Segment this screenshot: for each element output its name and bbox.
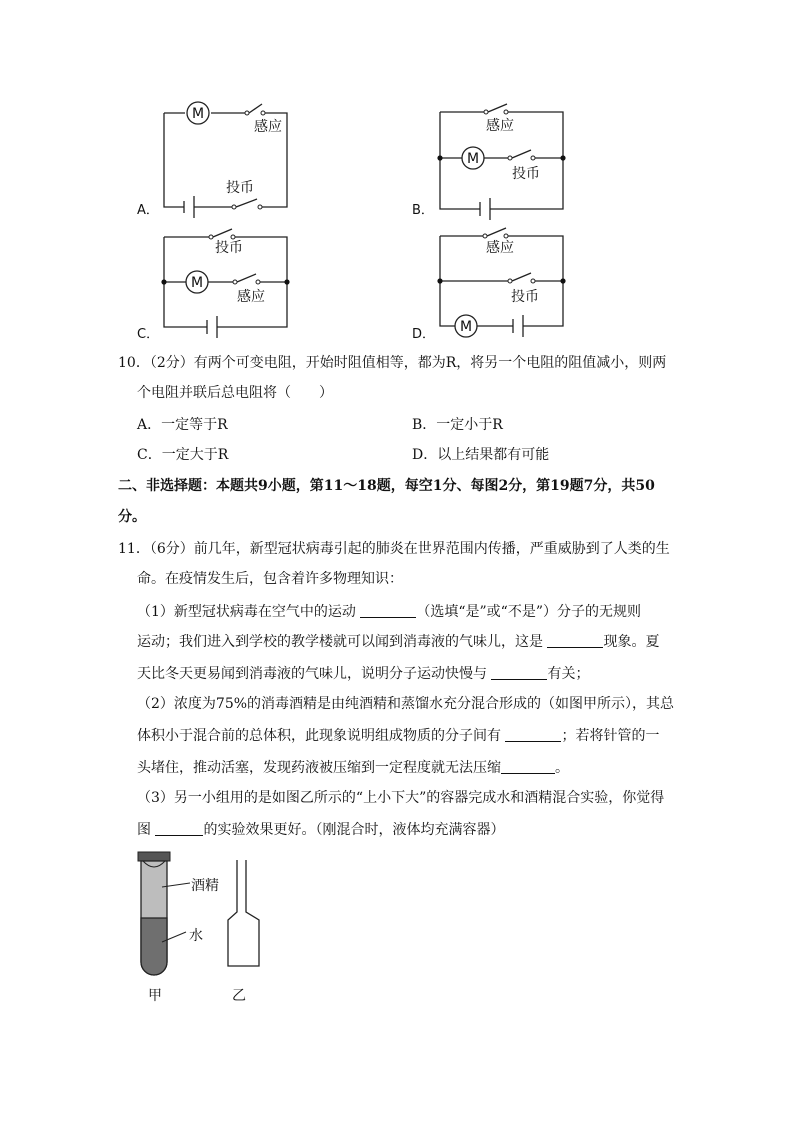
q11-stem-line-2: 命。在疫情发生后，包含着许多物理知识： <box>137 571 403 587</box>
q10-option-d[interactable]: D．以上结果都有可能 <box>412 447 550 463</box>
q11-part2-line-2 <box>137 727 659 744</box>
q11-part1-text-a: （1）新型冠状病毒在空气中的运动 <box>137 604 361 620</box>
q11-part1-text-d: 现象。夏 <box>603 634 660 650</box>
q11-part1-text-f: 有关； <box>547 666 590 682</box>
motor-label-c: M <box>190 275 204 291</box>
q11-part1-line-2 <box>137 633 659 650</box>
answer-blank-3[interactable] <box>491 665 547 680</box>
option-b-label: B． <box>412 203 434 218</box>
q10-option-a[interactable]: A．一定等于R <box>137 417 228 433</box>
q11-part1-line-3 <box>137 665 589 682</box>
figure-yi-label: 乙 <box>232 988 246 1004</box>
q11-part3-line-1: （3）另一小组用的是如图乙所示的“上小下大”的容器完成水和酒精混合实验，你觉得 <box>137 790 665 806</box>
q11-part2-text-d: 头堵住，推动活塞，发现药液被压缩到一定程度就无法压缩 <box>137 760 501 776</box>
q11-part1-text-c: 运动；我们进入到学校的教学楼就可以闻到消毒液的气味儿，这是 <box>137 634 548 650</box>
q10-option-b[interactable]: B．一定小于R <box>412 417 503 433</box>
coin-switch-label-c: 投币 <box>215 240 243 256</box>
q11-part3-line-2 <box>137 821 504 838</box>
q10-option-c[interactable]: C．一定大于R <box>137 447 229 463</box>
sense-switch-label-d: 感应 <box>486 240 514 256</box>
q11-part3-text-b: 图 <box>137 822 156 838</box>
sense-switch-label-b: 感应 <box>486 118 514 134</box>
q10-stem-line-1: 10．（2分）有两个可变电阻，开始时阻值相等，都为R，将另一个电阻的阻值减小，则两 <box>118 355 667 371</box>
q11-part2-line-3 <box>137 759 569 776</box>
water-label: 水 <box>189 928 203 944</box>
option-a-label: A． <box>137 203 159 218</box>
circuit-diagrams <box>0 0 794 345</box>
section-2-heading-line-2: 分。 <box>118 509 146 525</box>
coin-switch-label-a: 投币 <box>226 180 254 196</box>
q11-part1-text-e: 天比冬天更易闻到消毒液的气味儿，说明分子运动快慢与 <box>137 666 492 682</box>
answer-blank-4[interactable] <box>505 727 561 742</box>
motor-label-d: M <box>459 319 473 335</box>
q11-part3-text-c: 的实验效果更好。（刚混合时，液体均充满容器） <box>203 822 505 838</box>
motor-label-b: M <box>466 151 480 167</box>
figure-jia-label: 甲 <box>148 988 162 1004</box>
answer-blank-6[interactable] <box>155 821 203 836</box>
alcohol-label: 酒精 <box>191 878 219 894</box>
answer-blank-1[interactable] <box>360 603 416 618</box>
option-c-label: C． <box>137 327 160 342</box>
q10-stem-line-2: 个电阻并联后总电阻将（ ） <box>137 385 333 401</box>
sense-switch-label-c: 感应 <box>237 289 265 305</box>
section-2-heading-line-1: 二、非选择题：本题共9小题，第11～18题，每空1分、每图2分，第19题7分，共50 <box>118 478 655 494</box>
motor-label-a: M <box>191 106 205 122</box>
q11-part1-text-b: （选填“是”或“不是”）分子的无规则 <box>416 604 641 620</box>
q11-part2-text-b: 体积小于混合前的总体积，此现象说明组成物质的分子间有 <box>137 728 506 744</box>
q11-part2-text-c: ；若将针管的一 <box>561 728 660 744</box>
answer-blank-2[interactable] <box>547 633 603 648</box>
q11-part2-line-1: （2）浓度为75%的消毒酒精是由纯酒精和蒸馏水充分混合形成的（如图甲所示），其总 <box>137 696 675 712</box>
q11-part2-text-e: 。 <box>555 760 569 776</box>
answer-blank-5[interactable] <box>501 759 555 774</box>
option-d-label: D． <box>412 327 436 342</box>
sense-switch-label-a: 感应 <box>254 119 282 135</box>
coin-switch-label-d: 投币 <box>511 289 539 305</box>
q11-stem-line-1: 11．（6分）前几年，新型冠状病毒引起的肺炎在世界范围内传播，严重威胁到了人类的生 <box>118 541 670 557</box>
coin-switch-label-b: 投币 <box>512 166 540 182</box>
q11-part1-line-1 <box>137 603 641 620</box>
